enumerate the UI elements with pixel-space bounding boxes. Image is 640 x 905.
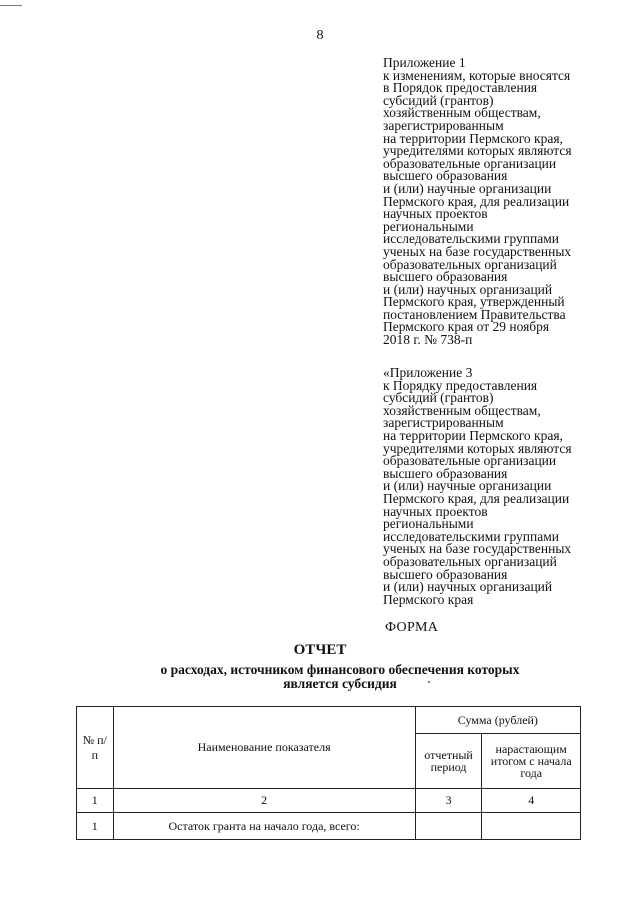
appendix-line: учредителями которых являются <box>383 143 572 159</box>
appendix-line: зарегистрированным <box>383 415 504 431</box>
appendix-line: субсидий (грантов) <box>383 390 494 406</box>
appendix-line: Пермского края <box>383 591 474 607</box>
appendix-line: образовательных организаций <box>383 553 557 569</box>
appendix-line: научных проектов <box>383 503 488 519</box>
report-subtitle <box>0 663 640 691</box>
appendix-line: высшего образования <box>383 566 508 582</box>
table-row <box>77 813 581 840</box>
row-cumulative-value <box>482 813 581 840</box>
appendix-line: учредителями которых являются <box>383 440 572 456</box>
header-period: отчетный период <box>415 734 482 789</box>
row-period-value <box>415 813 482 840</box>
column-number: 4 <box>482 789 581 813</box>
appendix-line: Пермского края от 29 ноября <box>383 319 550 335</box>
table-header-row <box>77 707 581 734</box>
column-number: 2 <box>113 789 415 813</box>
appendix-line: хозяйственным обществам, <box>383 402 541 418</box>
appendix-line: в Порядок предоставления <box>383 80 538 96</box>
appendix-line: региональными <box>383 516 474 532</box>
column-numbering-row <box>77 789 581 813</box>
appendix-line: образовательные организации <box>383 453 557 469</box>
appendix-1-header <box>383 57 613 347</box>
appendix-line: Пермского края, для реализации <box>383 193 570 209</box>
column-number: 3 <box>415 789 482 813</box>
appendix-line: региональными <box>383 218 474 234</box>
form-label: ФОРМА <box>385 620 439 635</box>
header-num: № п/п <box>77 707 114 789</box>
appendix-line: и (или) научных организаций <box>383 579 553 595</box>
appendix-line: к Порядку предоставления <box>383 377 538 393</box>
appendix-line: на территории Пермского края, <box>383 427 563 443</box>
appendix-line: и (или) научных организаций <box>383 281 553 297</box>
column-number: 1 <box>77 789 114 813</box>
scan-speck <box>428 681 430 683</box>
report-subtitle-line: является субсидия <box>283 676 397 691</box>
appendix-line: «Приложение 3 <box>383 365 473 380</box>
appendix-line: Приложение 1 <box>383 55 466 70</box>
appendix-line: 2018 г. № 738-п <box>383 332 473 348</box>
appendix-line: исследовательскими группами <box>383 231 559 247</box>
row-num: 1 <box>77 813 114 840</box>
appendix-line: субсидий (грантов) <box>383 92 494 108</box>
appendix-line: ученых на базе государственных <box>383 541 572 557</box>
appendix-line: образовательные организации <box>383 155 557 171</box>
appendix-line: образовательных организаций <box>383 256 557 272</box>
appendix-line: высшего образования <box>383 465 508 481</box>
appendix-line: исследовательскими группами <box>383 528 559 544</box>
page-number: 8 <box>316 28 324 43</box>
appendix-line: высшего образования <box>383 269 508 285</box>
appendix-line: ученых на базе государственных <box>383 243 572 259</box>
appendix-line: к изменениям, которые вносятся <box>383 67 571 83</box>
report-title: ОТЧЕТ <box>293 642 347 658</box>
report-table <box>76 706 581 840</box>
appendix-line: зарегистрированным <box>383 117 504 133</box>
appendix-line: высшего образования <box>383 168 508 184</box>
appendix-3-header <box>383 367 613 606</box>
scan-margin-mark <box>0 0 22 6</box>
appendix-line: постановлением Правительства <box>383 306 566 322</box>
header-sum: Сумма (рублей) <box>415 707 580 734</box>
report-subtitle-line: о расходах, источником финансового обеспечения которых <box>160 662 520 677</box>
appendix-line: хозяйственным обществам, <box>383 105 541 121</box>
appendix-line: и (или) научные организации <box>383 478 552 494</box>
header-cumulative: нарастающим итогом с начала года <box>482 734 581 789</box>
appendix-line: на территории Пермского края, <box>383 130 563 146</box>
appendix-line: научных проектов <box>383 206 488 222</box>
appendix-line: Пермского края, для реализации <box>383 490 570 506</box>
row-name: Остаток гранта на начало года, всего: <box>113 813 415 840</box>
appendix-line: и (или) научные организации <box>383 180 552 196</box>
header-name: Наименование показателя <box>113 707 415 789</box>
appendix-line: Пермского края, утвержденный <box>383 294 565 310</box>
